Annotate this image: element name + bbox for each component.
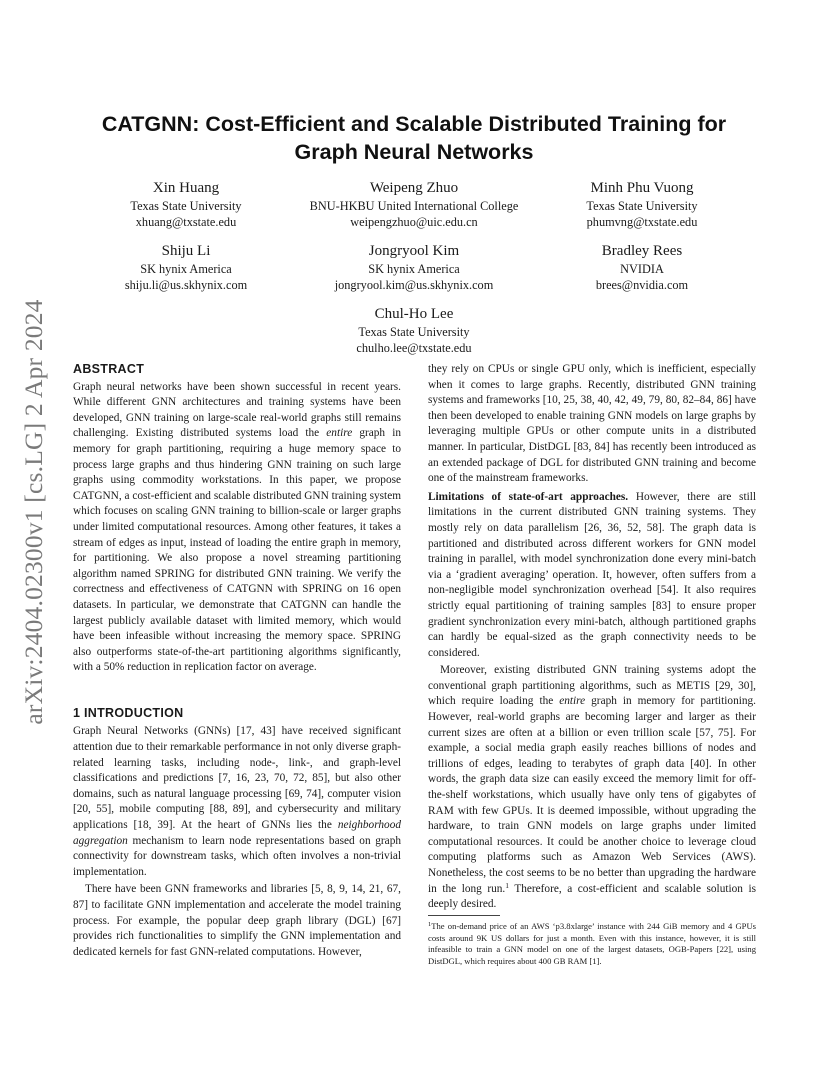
- author-email: shiju.li@us.skhynix.com: [124, 278, 248, 292]
- author-email: brees@nvidia.com: [595, 278, 689, 292]
- author-name: Xin Huang: [152, 180, 220, 196]
- author-block: [507, 242, 777, 293]
- author-email: weipengzhuo@uic.edu.cn: [350, 215, 478, 229]
- paper-title: [60, 110, 768, 166]
- right-paragraph-3: Moreover, existing distributed GNN training systems adopt the conventional graph partitioning algorithms, such as METIS [29, 30], which require loading the entire graph in memory for partitioning. However, real-world graphs are becoming larger and larger as their current sizes are often at a billion or even trillion scale [57, 75]. For example, a social media graph easily reaches billions of nodes and trillions of edges, leading to terabytes of graph data [40]. In other words, the graph data size can easily exceed the memory limit for off-the-shelf workstations, which usually have only tens of gigabytes of RAM with few GPUs. It is deemed impossible, without upgrading the hardware, to train GNN models on large graphs under limited computational resources. It could be another choice to leverage cloud computing platforms such as Amazon Web Services (AWS). Nonetheless, the cost seems to be no better than upgrading the hardware in the long run.$^1$ Therefore, a cost-efficient and scalable solution is deeply desired.: [428, 664, 757, 911]
- intro-paragraph-2: There have been GNN frameworks and libraries [5, 8, 9, 14, 21, 67, 87] to facilitate GNN implementation and accelerate the model training process. For example, the popular deep graph library (DGL) [67] provides rich functionalities to simplify the GNN implementation and dedicated kernels for fast GNN-related computations. However,: [73, 883, 401, 958]
- author-affiliation: SK hynix America: [368, 262, 460, 276]
- author-name: Minh Phu Vuong: [590, 180, 694, 196]
- left-column: [73, 362, 401, 960]
- footnote: $^1$The on-demand price of an AWS ‘p3.8xlarge’ instance with 244 GiB memory and 4 GPUs costs around 9K US dollars for just a month. Even with this instance, however, it is still infeasible to train a GNN model on one of the largest datasets, OGB-Papers [22], using DistDGL, which requires about 400 GB RAM [1].: [428, 921, 756, 966]
- footnote-marker: 1: [505, 880, 509, 890]
- abstract-heading: ABSTRACT: [73, 362, 145, 376]
- author-affiliation: BNU-HKBU United International College: [309, 199, 519, 213]
- intro-heading: 1 INTRODUCTION: [73, 705, 184, 720]
- abstract-text: Graph neural networks have been shown successful in recent years. While different GNN architectures and training systems have been developed, GNN training on large-scale real-world graphs still remains challenging. Existing distributed systems load the entire graph in memory for graph partitioning, requiring a huge memory space to process large graphs and thus hindering GNN training on such large graphs using commodity workstations. In this paper, we propose CATGNN, a cost-efficient and scalable distributed GNN training system which focuses on scaling GNN training to billion-scale or larger graphs under limited computational resources. Among other features, it takes a stream of edges as input, instead of loading the entire graph in memory, for partitioning. We also propose a novel streaming partitioning algorithm named SPRING for distributed GNN training. We verify the correctness and effectiveness of CATGNN with SPRING on 16 open datasets. In particular, we demonstrate that CATGNN can handle the largest publicly available dataset with limited memory, which would have been infeasible without increasing the memory space. SPRING also outperforms state-of-the-art partitioning algorithms significantly, with a 50% reduction in replication factor on average.: [73, 380, 401, 674]
- right-paragraph-1: they rely on CPUs or single GPU only, which is inefficient, especially when it comes to large graphs. Recently, distributed GNN training systems and frameworks [10, 25, 38, 40, 42, 49, 79, 80, 82–84, 86] have then been developed to enable training GNN models on large graphs by leveraging multiple GPUs or other compute units in a distributed manner. In particular, DistDGL [83, 84] has recently been introduced as an extended package of DGL for distributed GNN training and become one of the mainstream frameworks.: [428, 363, 756, 485]
- author-affiliation: Texas State University: [130, 199, 242, 213]
- title-line-1: CATGNN: Cost-Efficient and Scalable Distributed Training for: [101, 112, 727, 136]
- author-affiliation: Texas State University: [586, 199, 698, 213]
- title-line-2: Graph Neural Networks: [294, 140, 534, 164]
- author-name: Shiju Li: [161, 243, 211, 259]
- author-email: xhuang@txstate.edu: [135, 215, 237, 229]
- footnote-rule: [428, 915, 500, 916]
- arxiv-id: arXiv:2404.02300v1 [cs.LG] 2 Apr 2024: [19, 299, 48, 725]
- author-name: Jongryool Kim: [368, 243, 460, 259]
- author-name: Chul-Ho Lee: [374, 306, 454, 322]
- arxiv-sidebar-stamp: [16, 290, 52, 735]
- intro-paragraph-1: Graph Neural Networks (GNNs) [17, 43] have received significant attention due to their remarkable performance in not only diverse graph-related learning tasks, including node-, link-, and graph-level classifications and predictions [7, 16, 23, 70, 72, 85], but also other domains, such as natural language processing [69, 74], computer vision [20, 55], mobile computing [88, 89], and cybersecurity and military applications [18, 39]. At the heart of GNNs lies the neighborhood aggregation mechanism to learn node representations based on graph connectivity for downstream tasks, which often involves a non-trivial implementation.: [73, 725, 401, 878]
- author-email: phumvng@txstate.edu: [586, 215, 698, 229]
- author-email: chulho.lee@txstate.edu: [356, 341, 472, 355]
- right-column: [428, 362, 756, 913]
- author-affiliation: Texas State University: [358, 325, 470, 339]
- author-name: Weipeng Zhuo: [369, 180, 459, 196]
- author-block: [507, 179, 777, 230]
- author-block: [279, 305, 549, 356]
- author-email: jongryool.kim@us.skhynix.com: [334, 278, 494, 292]
- author-affiliation: NVIDIA: [620, 262, 664, 276]
- limitations-paragraph: Limitations of state-of-art approaches. However, there are still limitations in the current distributed GNN training systems. They mostly rely on data parallelism [26, 36, 52, 58]. The graph data is partitioned and distributed across different workers for GNN model training in parallel, with model synchronization done every mini-batch via a ‘gradient averaging’ operation. It, however, often suffers from a non-negligible model synchronization overhead [54]. It also requires strictly equal partitioning of training samples [83] to ensure proper gradient synchronization every mini-batch, although partitioned graphs can hardly be equal-sized as the graph connectivity needs to be considered.: [428, 490, 756, 659]
- author-name: Bradley Rees: [601, 243, 683, 259]
- author-affiliation: SK hynix America: [140, 262, 232, 276]
